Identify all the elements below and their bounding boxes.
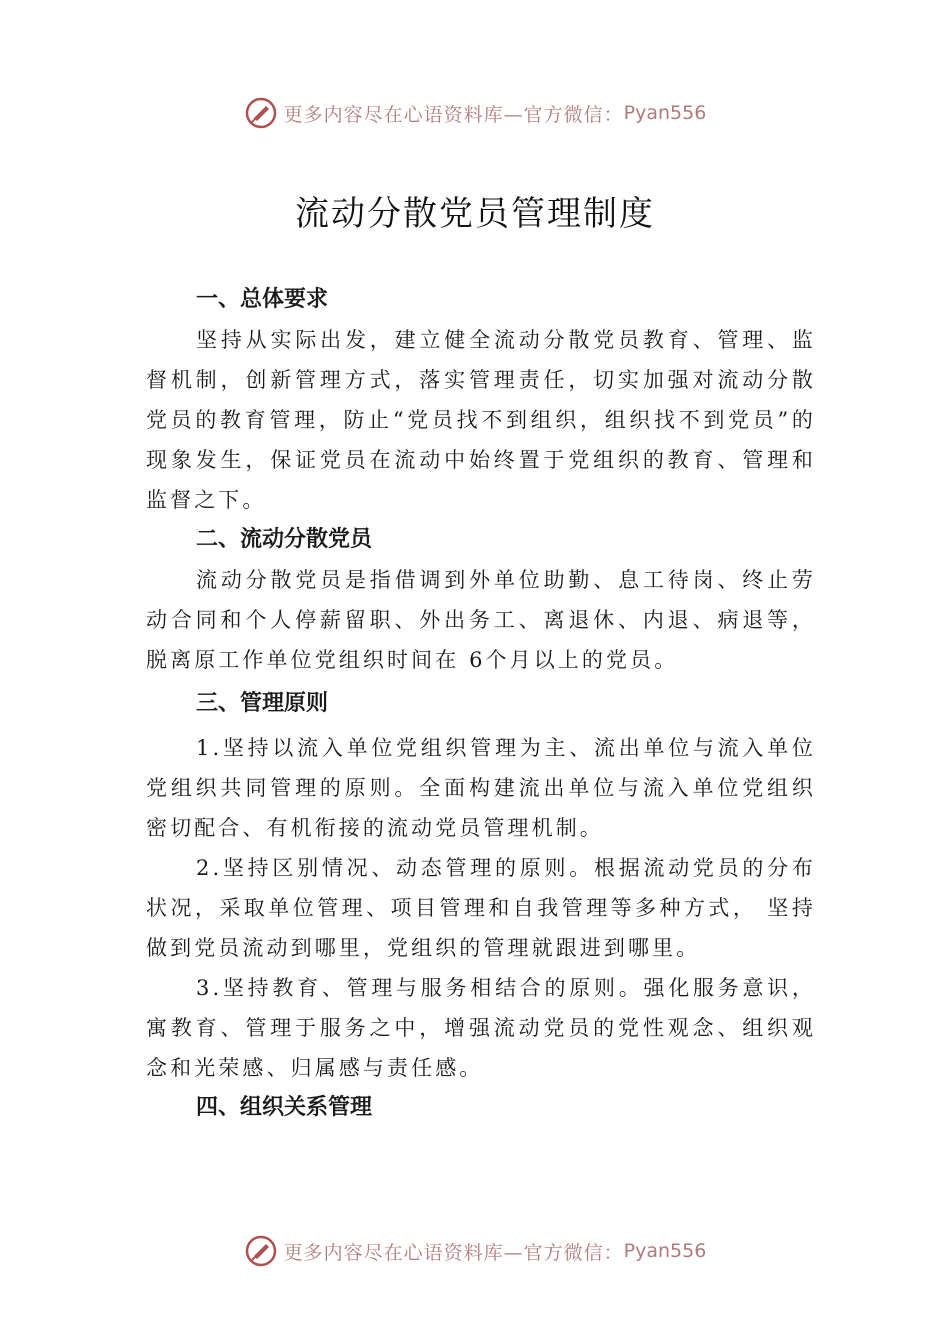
header-banner <box>0 96 950 130</box>
section-principles <box>146 684 816 1088</box>
paragraph: 3.坚持教育、管理与服务相结合的原则。强化服务意识，寓教育、管理于服务之中，增强流动党员的党性观念、组织观念和光荣感、归属感与责任感。 <box>146 976 816 1080</box>
section-heading: 二、流动分散党员 <box>196 527 373 552</box>
banner-text: 更多内容尽在心语资料库—官方微信： <box>283 1241 624 1264</box>
paragraph: 坚持从实际出发，建立健全流动分散党员教育、管理、监督机制，创新管理方式，落实管理责任，切实加强对流动分散党员的教育管理，防止“党员找不到组织，组织找不到党员”的现象发生，保证党员在流动中始终置于党组织的教育、管理和监督之下。 <box>146 328 816 512</box>
section-heading: 一、总体要求 <box>196 287 329 312</box>
paragraph: 2.坚持区别情况、动态管理的原则。根据流动党员的分布状况，采取单位管理、项目管理和自我管理等多种方式， 坚持做到党员流动到哪里，党组织的管理就跟进到哪里。 <box>146 856 816 960</box>
section-heading: 三、管理原则 <box>196 691 329 716</box>
paragraph: 1.坚持以流入单位党组织管理为主、流出单位与流入单位党组织共同管理的原则。全面构建流出单位与流入单位党组织密切配合、有机衔接的流动党员管理机制。 <box>146 736 816 840</box>
paragraph: 流动分散党员是指借调到外单位助勤、息工待岗、终止劳动合同和个人停薪留职、外出务工、离退休、内退、病退等，脱离原工作单位党组织时间在 6个月以上的党员。 <box>146 568 816 672</box>
section-members <box>146 520 816 680</box>
footer-banner <box>0 1234 950 1268</box>
section-overall <box>146 280 816 520</box>
logo-icon <box>244 96 278 130</box>
banner-text: 更多内容尽在心语资料库—官方微信： <box>283 103 624 126</box>
banner-wechat: Pyan556 <box>623 1240 707 1262</box>
document-title: 流动分散党员管理制度 <box>295 194 655 234</box>
section-heading: 四、组织关系管理 <box>196 1095 373 1120</box>
document-body <box>146 280 816 1128</box>
section-organization <box>146 1088 816 1128</box>
banner-wechat: Pyan556 <box>623 102 707 124</box>
logo-icon <box>244 1234 278 1268</box>
